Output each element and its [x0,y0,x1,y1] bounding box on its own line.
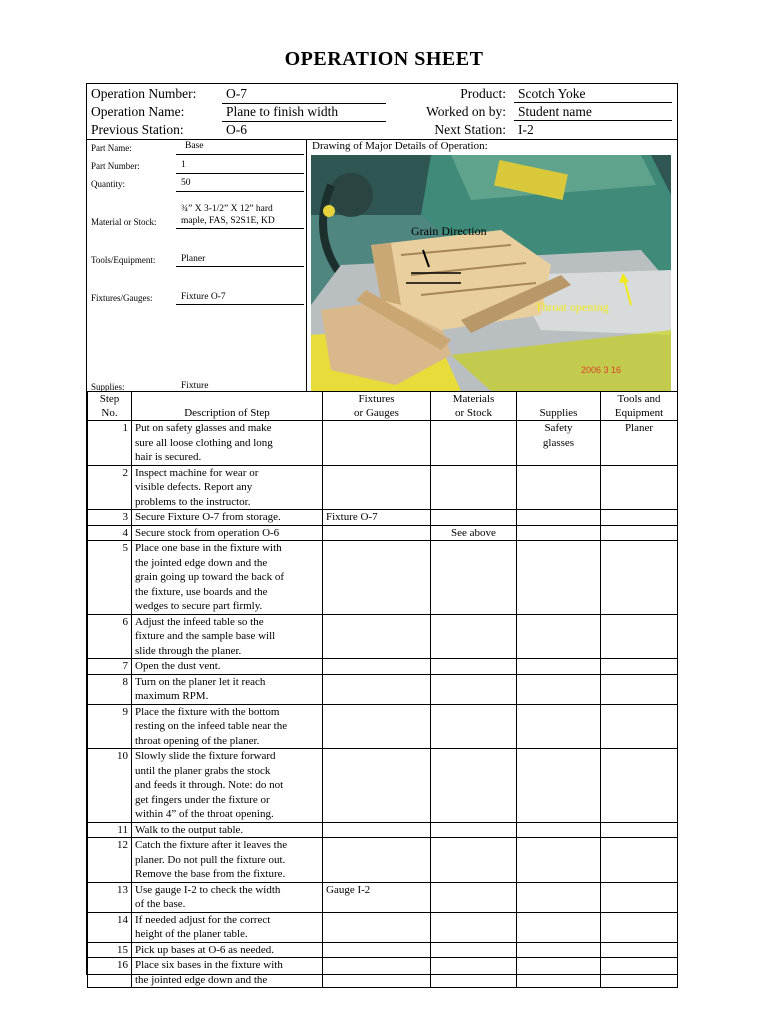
part-panel-divider [306,139,307,391]
step-description: Place six bases in the fixture with the jointed edge down and the [132,958,323,988]
header-fixtures: Fixtures or Gauges [323,392,431,421]
part-name-value: Base [185,141,204,151]
header-materials: Materials or Stock [431,392,517,421]
throat-opening-label: Throat opening [535,300,609,314]
step-supplies [517,749,601,823]
table-header-row [88,392,678,421]
step-tools [601,541,678,615]
step-number: 6 [88,614,132,659]
step-supplies [517,541,601,615]
step-materials [431,749,517,823]
step-fixtures [323,942,431,958]
step-description: If needed adjust for the correct height of the planer table. [132,912,323,942]
step-description: Place one base in the fixture with the jointed edge down and the grain going up toward the back of the fixture, use boards and the wedges to secure part firmly. [132,541,323,615]
previous-station-label: Previous Station: [91,122,184,137]
step-materials [431,421,517,466]
material-value-line2: maple, FAS, S2S1E, KD [181,216,275,226]
step-supplies [517,882,601,912]
step-fixtures [323,674,431,704]
step-description: Inspect machine for wear or visible defects. Report any problems to the instructor. [132,465,323,510]
step-supplies [517,912,601,942]
step-number: 2 [88,465,132,510]
table-row [88,674,678,704]
step-tools [601,674,678,704]
grain-direction-label: Grain Direction [411,224,487,238]
step-supplies [517,674,601,704]
drawing-label: Drawing of Major Details of Operation: [312,140,488,152]
planer-illustration [311,155,671,391]
part-number-value: 1 [181,160,186,170]
step-tools [601,958,678,988]
step-materials [431,541,517,615]
step-tools: Planer [601,421,678,466]
table-row [88,659,678,675]
step-tools [601,614,678,659]
step-fixtures [323,838,431,883]
step-description: Secure Fixture O-7 from storage. [132,510,323,526]
tools-line [176,266,304,267]
step-materials [431,659,517,675]
table-row [88,822,678,838]
material-line [176,228,304,229]
step-description: Secure stock from operation O-6 [132,525,323,541]
worked-on-by-label: Worked on by: [426,104,506,119]
step-description: Walk to the output table. [132,822,323,838]
step-fixtures [323,465,431,510]
tools-label: Tools/Equipment: [91,255,156,265]
step-tools [601,510,678,526]
step-tools [601,465,678,510]
step-materials [431,912,517,942]
operation-name-value: Plane to finish width [222,103,386,122]
step-supplies [517,822,601,838]
supplies-label: Supplies: [91,382,125,392]
step-fixtures: Fixture O-7 [323,510,431,526]
step-number: 5 [88,541,132,615]
step-fixtures [323,614,431,659]
next-station-label: Next Station: [434,122,506,137]
table-row [88,958,678,988]
step-materials [431,704,517,749]
step-tools [601,525,678,541]
page-title: OPERATION SHEET [284,48,484,70]
fixtures-label: Fixtures/Gauges: [91,293,153,303]
table-row [88,838,678,883]
photo-date-stamp: 2006 3 16 [581,365,622,375]
step-tools [601,942,678,958]
step-supplies [517,659,601,675]
step-description: Open the dust vent. [132,659,323,675]
step-tools [601,882,678,912]
step-materials [431,942,517,958]
part-name-label: Part Name: [91,143,132,153]
operation-photo [311,155,671,391]
step-description: Catch the fixture after it leaves the planer. Do not pull the fixture out. Remove the base from the fixture. [132,838,323,883]
table-row [88,421,678,466]
step-supplies [517,525,601,541]
step-number: 1 [88,421,132,466]
fixtures-line [176,304,304,305]
step-tools [601,704,678,749]
part-name-line [176,154,304,155]
step-materials [431,882,517,912]
table-row [88,704,678,749]
step-fixtures [323,958,431,988]
step-fixtures [323,822,431,838]
step-number: 16 [88,958,132,988]
step-description: Place the fixture with the bottom resting on the infeed table near the throat opening of the planer. [132,704,323,749]
step-fixtures [323,525,431,541]
step-tools [601,838,678,883]
header-step: Step No. [88,392,132,421]
step-supplies [517,704,601,749]
step-materials: See above [431,525,517,541]
step-materials [431,510,517,526]
step-number: 14 [88,912,132,942]
table-row [88,882,678,912]
step-supplies [517,838,601,883]
step-fixtures [323,912,431,942]
step-materials [431,838,517,883]
previous-station-value: O-6 [226,122,247,137]
worked-on-by-value: Student name [514,103,672,121]
supplies-value: Fixture [181,381,209,391]
step-description: Turn on the planer let it reach maximum RPM. [132,674,323,704]
steps-table [87,391,678,988]
step-number: 9 [88,704,132,749]
step-supplies [517,510,601,526]
step-number: 15 [88,942,132,958]
step-description: Slowly slide the fixture forward until the planer grabs the stock and feeds it through. Note: do not get fingers under the fixture or within 4” of the throat opening. [132,749,323,823]
operation-number-label: Operation Number: [91,86,197,101]
table-row [88,942,678,958]
step-supplies [517,958,601,988]
step-supplies [517,465,601,510]
operation-name-label: Operation Name: [91,104,185,119]
table-row [88,465,678,510]
material-value-line1: ¾” X 3-1/2” X 12” hard [181,204,273,214]
step-number: 13 [88,882,132,912]
step-supplies [517,614,601,659]
step-number: 12 [88,838,132,883]
step-materials [431,614,517,659]
quantity-value: 50 [181,178,191,188]
header-supplies: Supplies [517,392,601,421]
table-row [88,525,678,541]
step-materials [431,822,517,838]
step-fixtures [323,659,431,675]
step-number: 4 [88,525,132,541]
step-tools [601,749,678,823]
step-number: 7 [88,659,132,675]
step-fixtures: Gauge I-2 [323,882,431,912]
product-label: Product: [460,86,506,101]
operation-number-value: O-7 [222,85,386,104]
table-row [88,749,678,823]
step-tools [601,659,678,675]
table-row [88,541,678,615]
table-row [88,510,678,526]
table-row [88,912,678,942]
step-tools [601,822,678,838]
header-tools: Tools and Equipment [601,392,678,421]
step-number: 8 [88,674,132,704]
step-description: Adjust the infeed table so the fixture and the sample base will slide through the planer. [132,614,323,659]
next-station-value: I-2 [518,122,534,137]
step-supplies: Safety glasses [517,421,601,466]
step-description: Pick up bases at O-6 as needed. [132,942,323,958]
material-label: Material or Stock: [91,217,157,227]
part-number-line [176,173,304,174]
step-description: Use gauge I-2 to check the width of the base. [132,882,323,912]
product-value: Scotch Yoke [514,85,672,103]
step-materials [431,674,517,704]
step-number: 3 [88,510,132,526]
quantity-label: Quantity: [91,179,125,189]
step-materials [431,465,517,510]
step-fixtures [323,704,431,749]
table-row [88,614,678,659]
step-description: Put on safety glasses and make sure all loose clothing and long hair is secured. [132,421,323,466]
step-number: 10 [88,749,132,823]
quantity-line [176,191,304,192]
step-tools [601,912,678,942]
step-materials [431,958,517,988]
header-description: Description of Step [132,392,323,421]
part-number-label: Part Number: [91,161,140,171]
step-fixtures [323,749,431,823]
step-number: 11 [88,822,132,838]
step-fixtures [323,541,431,615]
step-supplies [517,942,601,958]
tools-value: Planer [181,254,206,264]
step-fixtures [323,421,431,466]
fixtures-value: Fixture O-7 [181,292,226,302]
